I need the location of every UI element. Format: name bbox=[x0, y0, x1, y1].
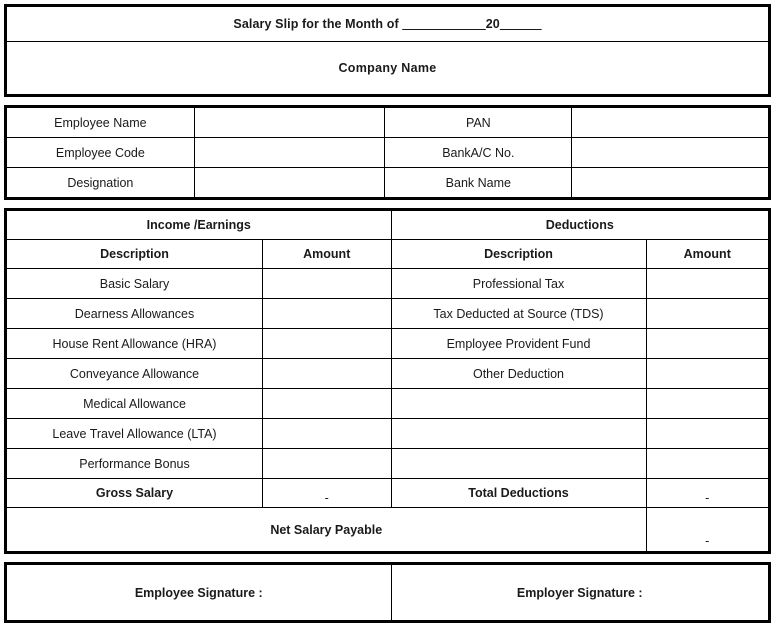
deduction-label bbox=[391, 449, 646, 479]
total-deductions-label: Total Deductions bbox=[391, 479, 646, 508]
total-deductions-amount: - bbox=[646, 479, 770, 508]
table-row bbox=[6, 329, 770, 359]
designation-value[interactable] bbox=[194, 168, 385, 199]
pan-label: PAN bbox=[385, 107, 572, 138]
spacer-after-salary bbox=[4, 554, 771, 562]
deduction-amount-header: Amount bbox=[646, 240, 770, 269]
employee-signature-field[interactable]: Employee Signature : bbox=[6, 564, 392, 622]
bank-name-value[interactable] bbox=[572, 168, 770, 199]
table-row bbox=[6, 449, 770, 479]
deductions-section-title: Deductions bbox=[391, 210, 769, 240]
income-label: Performance Bonus bbox=[6, 449, 263, 479]
company-name-cell[interactable]: Company Name bbox=[6, 42, 770, 96]
deduction-amount-input[interactable] bbox=[646, 329, 770, 359]
employee-code-value[interactable] bbox=[194, 138, 385, 168]
section-header-row bbox=[6, 210, 770, 240]
month-label-text: Salary Slip for the Month of bbox=[233, 17, 403, 31]
table-row bbox=[6, 389, 770, 419]
bank-name-label: Bank Name bbox=[385, 168, 572, 199]
net-salary-label: Net Salary Payable bbox=[6, 508, 647, 553]
deduction-amount-input[interactable] bbox=[646, 359, 770, 389]
deduction-amount-input[interactable] bbox=[646, 419, 770, 449]
deduction-label: Tax Deducted at Source (TDS) bbox=[391, 299, 646, 329]
deduction-label bbox=[391, 389, 646, 419]
income-label: Medical Allowance bbox=[6, 389, 263, 419]
income-amount-input[interactable] bbox=[263, 359, 392, 389]
year-prefix-text: 20 bbox=[485, 17, 500, 31]
deduction-description-header: Description bbox=[391, 240, 646, 269]
gross-salary-label: Gross Salary bbox=[6, 479, 263, 508]
deduction-amount-input[interactable] bbox=[646, 269, 770, 299]
designation-label: Designation bbox=[6, 168, 195, 199]
deduction-label: Other Deduction bbox=[391, 359, 646, 389]
signature-row bbox=[6, 564, 770, 622]
year-blank-line[interactable]: ______ bbox=[499, 17, 542, 31]
income-label: Basic Salary bbox=[6, 269, 263, 299]
income-amount-input[interactable] bbox=[263, 449, 392, 479]
employee-code-label: Employee Code bbox=[6, 138, 195, 168]
table-row bbox=[6, 269, 770, 299]
employee-name-label: Employee Name bbox=[6, 107, 195, 138]
income-label: Conveyance Allowance bbox=[6, 359, 263, 389]
net-salary-amount: - bbox=[646, 508, 770, 553]
month-header-row bbox=[6, 6, 770, 42]
table-row bbox=[6, 107, 770, 138]
deduction-label: Employee Provident Fund bbox=[391, 329, 646, 359]
income-amount-input[interactable] bbox=[263, 299, 392, 329]
income-label: Dearness Allowances bbox=[6, 299, 263, 329]
company-name-row bbox=[6, 42, 770, 96]
pan-value[interactable] bbox=[572, 107, 770, 138]
bank-account-value[interactable] bbox=[572, 138, 770, 168]
net-salary-row bbox=[6, 508, 770, 553]
income-amount-input[interactable] bbox=[263, 419, 392, 449]
deduction-amount-input[interactable] bbox=[646, 449, 770, 479]
table-row bbox=[6, 138, 770, 168]
income-section-title: Income /Earnings bbox=[6, 210, 392, 240]
column-header-row bbox=[6, 240, 770, 269]
bank-account-label: BankA/C No. bbox=[385, 138, 572, 168]
deduction-amount-input[interactable] bbox=[646, 299, 770, 329]
spacer-after-header bbox=[4, 97, 771, 105]
income-amount-input[interactable] bbox=[263, 389, 392, 419]
month-header-cell[interactable] bbox=[6, 6, 770, 42]
income-amount-input[interactable] bbox=[263, 329, 392, 359]
signature-block bbox=[4, 562, 771, 623]
employer-signature-field[interactable]: Employer Signature : bbox=[391, 564, 770, 622]
employee-name-value[interactable] bbox=[194, 107, 385, 138]
gross-salary-amount: - bbox=[263, 479, 392, 508]
deduction-label: Professional Tax bbox=[391, 269, 646, 299]
spacer-after-employee bbox=[4, 200, 771, 208]
income-amount-header: Amount bbox=[263, 240, 392, 269]
table-row bbox=[6, 419, 770, 449]
income-label: House Rent Allowance (HRA) bbox=[6, 329, 263, 359]
table-row bbox=[6, 168, 770, 199]
header-block bbox=[4, 4, 771, 97]
income-description-header: Description bbox=[6, 240, 263, 269]
earnings-deductions-block bbox=[4, 208, 771, 554]
employee-details-block bbox=[4, 105, 771, 200]
table-row bbox=[6, 359, 770, 389]
table-row bbox=[6, 299, 770, 329]
income-amount-input[interactable] bbox=[263, 269, 392, 299]
deduction-amount-input[interactable] bbox=[646, 389, 770, 419]
salary-slip-document bbox=[4, 4, 771, 636]
deduction-label bbox=[391, 419, 646, 449]
totals-row bbox=[6, 479, 770, 508]
income-label: Leave Travel Allowance (LTA) bbox=[6, 419, 263, 449]
month-blank-line[interactable]: ____________ bbox=[402, 17, 486, 31]
